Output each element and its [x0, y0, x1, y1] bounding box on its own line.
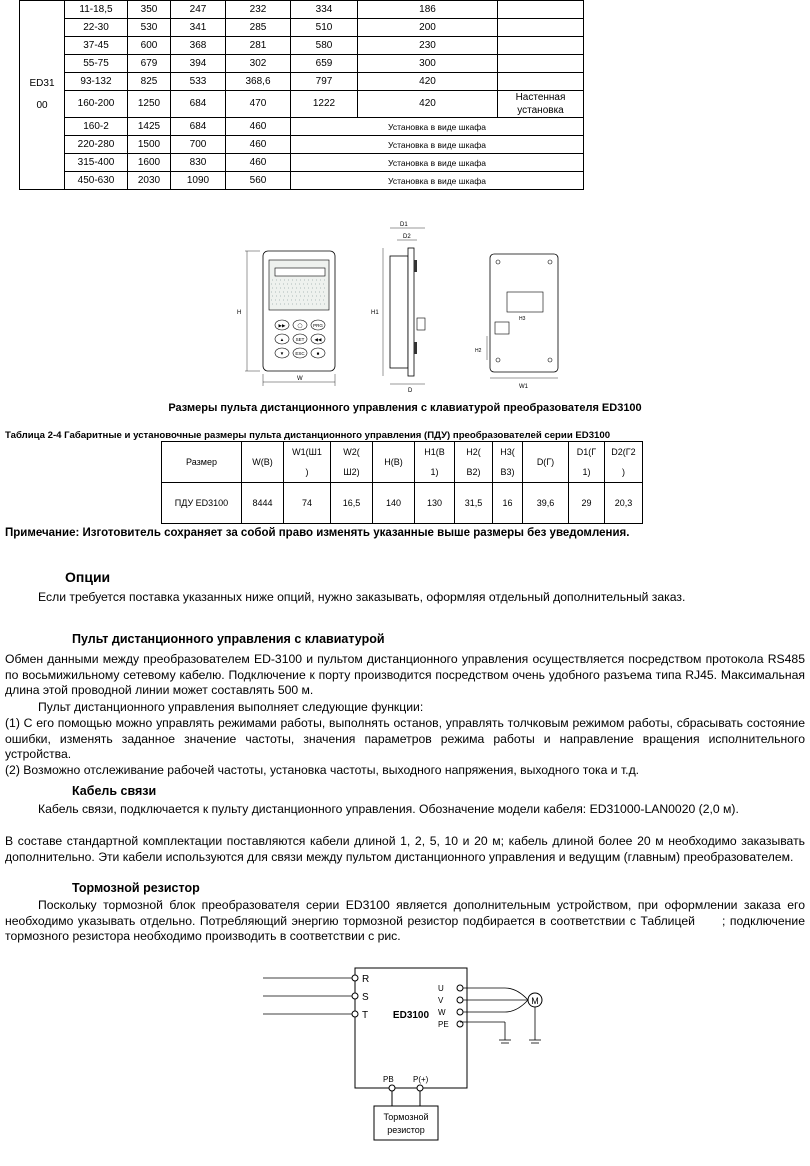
table-cell: 1425 — [128, 118, 171, 136]
cable-p1: Кабель связи, подключается к пульту дистанционного управления. Обозначение модели кабеля: ED31000-LAN0020 (2,0 м). — [38, 802, 739, 816]
table-cell: 450-630 — [65, 172, 128, 190]
label-h2: H2 — [475, 348, 482, 354]
svg-text:▼: ▼ — [279, 351, 285, 356]
table-cell: 74 — [284, 483, 331, 524]
table-cell: 200 — [358, 19, 498, 37]
keypad-front-view — [237, 251, 335, 386]
table-cell: 460 — [226, 136, 291, 154]
table-cell: 16,5 — [331, 483, 373, 524]
svg-text:ESC: ESC — [295, 351, 305, 356]
table-row — [20, 19, 584, 37]
table-cell: Установка в виде шкафа — [291, 136, 584, 154]
table-cell: 533 — [171, 73, 226, 91]
keypad-key — [311, 320, 325, 330]
table-cell: 29 — [569, 483, 605, 524]
table-cell: Установка в виде шкафа — [291, 118, 584, 136]
table-cell: 37-45 — [65, 37, 128, 55]
table-row — [20, 136, 584, 154]
label-h1: H1 — [371, 310, 379, 316]
table-cell: 368 — [171, 37, 226, 55]
label-w1: W1 — [519, 384, 528, 390]
table-cell: 1250 — [128, 91, 171, 118]
table-cell: 315-400 — [65, 154, 128, 172]
table-header: W1(Ш1 ) — [284, 442, 331, 483]
table-cell: 684 — [171, 118, 226, 136]
keypad-key — [275, 334, 289, 344]
keypad-key — [293, 320, 307, 330]
table-cell: 186 — [358, 1, 498, 19]
keypad-key — [311, 348, 325, 358]
table2-title: Таблица 2-4 Габаритные и установочные размеры пульта дистанционного управления (ПДУ) преобразователей серии ED3100 — [5, 430, 611, 441]
table-row — [20, 1, 584, 19]
table-cell: 700 — [171, 136, 226, 154]
table-header: D2(Г2 ) — [605, 442, 643, 483]
model-cell: ED31 00 — [20, 1, 65, 190]
table-cell — [498, 37, 584, 55]
table-header: H3( В3) — [493, 442, 523, 483]
table-cell: 230 — [358, 37, 498, 55]
input-terminal-s: S — [362, 992, 369, 1003]
table-cell: 460 — [226, 118, 291, 136]
table-cell: 560 — [226, 172, 291, 190]
table-cell: 140 — [373, 483, 415, 524]
table-cell: 247 — [171, 1, 226, 19]
table-cell: 530 — [128, 19, 171, 37]
svg-text:▲: ▲ — [279, 337, 285, 342]
table-cell — [498, 19, 584, 37]
table-cell — [498, 55, 584, 73]
output-terminal-w: W — [438, 1008, 446, 1017]
table-cell — [498, 73, 584, 91]
table-cell: 11-18,5 — [65, 1, 128, 19]
table-cell: 285 — [226, 19, 291, 37]
figure-caption: Размеры пульта дистанционного управления с клавиатурой преобразователя ED3100 — [168, 402, 642, 414]
table-cell: 8444 — [242, 483, 284, 524]
table-cell: 797 — [291, 73, 358, 91]
remote-p2: Пульт дистанционного управления выполняет следующие функции: — [38, 700, 424, 714]
output-terminal-u: U — [438, 984, 444, 993]
keypad-key — [293, 348, 307, 358]
table-cell: 39,6 — [523, 483, 569, 524]
table-cell: 130 — [415, 483, 455, 524]
table-cell: 2030 — [128, 172, 171, 190]
keypad-dimensions-table — [161, 441, 643, 524]
table-cell: 679 — [128, 55, 171, 73]
table-header: Размер — [162, 442, 242, 483]
svg-text:◯: ◯ — [297, 323, 303, 328]
svg-text:PRG: PRG — [313, 323, 323, 328]
device-label: ED3100 — [392, 1010, 430, 1021]
table-cell: 659 — [291, 55, 358, 73]
brake-p1: Поскольку тормозной блок преобразователя серии ED3100 является дополнительным устройством, при оформлении заказа его необходимо указывать отдельно. Потребляющий энергию тормозной резистор подбирается в соответствии с Таблицей ; подключение тормозного резистора необходимо производить в соответствии с рис. — [5, 898, 809, 943]
table-header: W2( Ш2) — [331, 442, 373, 483]
table-row — [20, 118, 584, 136]
table-cell: 1222 — [291, 91, 358, 118]
table-cell: 825 — [128, 73, 171, 91]
table-cell: 302 — [226, 55, 291, 73]
table-header: H(В) — [373, 442, 415, 483]
label-h3: H3 — [519, 316, 526, 322]
label-d: D — [408, 388, 413, 394]
table-cell: 341 — [171, 19, 226, 37]
table-cell: Настенная установка — [498, 91, 584, 118]
table-row — [20, 73, 584, 91]
table-header: D(Г) — [523, 442, 569, 483]
remote-heading: Пульт дистанционного управления с клавиатурой — [72, 632, 385, 646]
table-cell: 22-30 — [65, 19, 128, 37]
table-row — [20, 91, 584, 118]
dimensions-table — [19, 0, 584, 190]
table-cell: 93-132 — [65, 73, 128, 91]
table-cell: 394 — [171, 55, 226, 73]
table-cell: 1090 — [171, 172, 226, 190]
svg-text:■: ■ — [316, 351, 320, 356]
keypad-key — [275, 320, 289, 330]
table-header: H1(В 1) — [415, 442, 455, 483]
table-cell: 160-200 — [65, 91, 128, 118]
table-cell: 334 — [291, 1, 358, 19]
table-header: H2( В2) — [455, 442, 493, 483]
svg-text:▶▶: ▶▶ — [278, 323, 286, 328]
table-cell — [498, 1, 584, 19]
table-row — [20, 55, 584, 73]
keypad-back-view — [475, 254, 558, 390]
keypad-side-view — [371, 222, 425, 394]
resistor-label-2: резистор — [387, 1125, 425, 1135]
table-cell: Установка в виде шкафа — [291, 172, 584, 190]
table-cell: ПДУ ED3100 — [162, 483, 242, 524]
table-cell: 16 — [493, 483, 523, 524]
table-cell: 510 — [291, 19, 358, 37]
table-cell: 31,5 — [455, 483, 493, 524]
remote-p1: Обмен данными между преобразователем ED-3100 и пультом дистанционного управления осуществляется посредством протокола RS485 по восьмижильному сетевому кабелю. Подключение к порту производится посредством очень удобного разъема типа RJ45. Максимальная длина этой проводной линии может составлять 500 м. — [5, 652, 805, 697]
table-cell: 600 — [128, 37, 171, 55]
note: Примечание: Изготовитель сохраняет за собой право изменять указанные выше размеры без уведомления. — [5, 527, 630, 539]
table-cell: 470 — [226, 91, 291, 118]
table-cell: 1500 — [128, 136, 171, 154]
keypad-key — [293, 334, 307, 344]
table-cell: 420 — [358, 73, 498, 91]
table-cell: 300 — [358, 55, 498, 73]
table-cell: 368,6 — [226, 73, 291, 91]
table-cell: 350 — [128, 1, 171, 19]
table-cell: 1600 — [128, 154, 171, 172]
resistor-label-1: Тормозной — [383, 1112, 429, 1122]
keypad-dimension-drawing — [225, 218, 585, 398]
cable-heading: Кабель связи — [72, 784, 157, 798]
remote-p4: (2) Возможно отслеживание рабочей частоты, установка частоты, выходного напряжения, выходного тока и т.д. — [5, 763, 640, 777]
table-cell: 580 — [291, 37, 358, 55]
table-cell: 830 — [171, 154, 226, 172]
table-cell: 281 — [226, 37, 291, 55]
table-cell: 420 — [358, 91, 498, 118]
table-header: W(В) — [242, 442, 284, 483]
remote-p3: (1) С его помощью можно управлять режимами работы, выполнять останов, управлять толчковым режимом работы, сбрасывать состояние ошибки, изменять заданное значение частоты, значения параметров режима работы и направление вращения исполнительного устройства. — [5, 716, 805, 761]
p-plus-label: P(+) — [413, 1075, 429, 1084]
label-w: W — [297, 376, 303, 382]
table-cell: 20,3 — [605, 483, 643, 524]
svg-text:SET: SET — [295, 337, 305, 342]
input-terminal-r: R — [362, 974, 370, 985]
svg-text:◀◀: ◀◀ — [314, 337, 322, 342]
label-h: H — [237, 310, 242, 316]
keypad-key — [275, 348, 289, 358]
output-terminal-v: V — [438, 996, 444, 1005]
pb-label: PB — [383, 1075, 394, 1084]
table-cell: 684 — [171, 91, 226, 118]
label-d1: D1 — [400, 222, 408, 228]
label-d2: D2 — [403, 234, 411, 240]
table-cell: 232 — [226, 1, 291, 19]
motor-label: M — [531, 996, 539, 1006]
keypad-key — [311, 334, 325, 344]
input-terminal-t: T — [362, 1010, 369, 1021]
output-terminal-pe: PE — [438, 1020, 449, 1029]
cable-p2: В составе стандартной комплектации поставляются кабели длиной 1, 2, 5, 10 и 20 м; кабель длиной более 20 м необходимо заказывать дополнительно. Эти кабели используются для связи между пультом дистанционного управления и ведущим (главным) преобразователем. — [5, 834, 805, 864]
options-intro: Если требуется поставка указанных ниже опций, нужно заказывать, оформляя отдельный дополнительный заказ. — [38, 590, 686, 604]
table-row — [20, 37, 584, 55]
table-header: D1(Г 1) — [569, 442, 605, 483]
options-heading: Опции — [65, 569, 111, 585]
brake-resistor-wiring-diagram — [255, 960, 555, 1145]
table-row — [20, 154, 584, 172]
table-cell: 55-75 — [65, 55, 128, 73]
table-row — [20, 172, 584, 190]
table-cell: 220-280 — [65, 136, 128, 154]
brake-heading: Тормозной резистор — [72, 881, 200, 895]
table-cell: Установка в виде шкафа — [291, 154, 584, 172]
table-cell: 460 — [226, 154, 291, 172]
table-cell: 160-2 — [65, 118, 128, 136]
